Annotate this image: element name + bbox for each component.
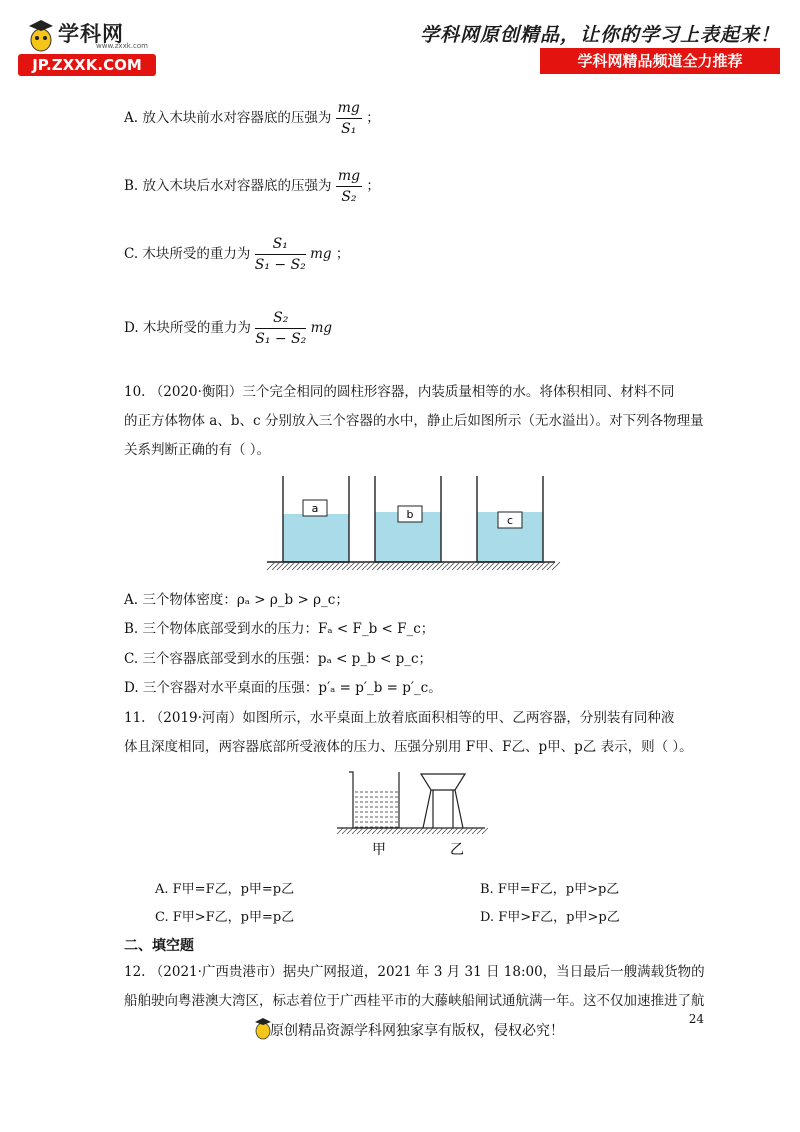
containers-figure — [265, 474, 565, 576]
question-line: 船舶驶向粤港澳大湾区，标志着位于广西桂平市的大藤峡船闸试通航满一年。这不仅加速推进了航 — [124, 993, 705, 1009]
fraction: $\frac{\text{S₂}}{\text{S₁ − S₂}}$ — [255, 310, 307, 347]
question-line: 12. （2021·广西贵港市）据央广网报道，2021 年 3 月 31 日 18:00，当日最后一艘满载货物的 — [124, 964, 705, 980]
logo-sub: www.zxxk.com — [96, 42, 148, 50]
q10-option-c: C. 三个容器底部受到水的压强：pₐ < p_b < p_c； — [124, 651, 433, 667]
question-line: 体且深度相同，两容器底部所受液体的压力、压强分别用 F甲、F乙、p甲、p乙 表示，则（ ）。 — [124, 739, 693, 755]
question-10 — [124, 378, 710, 465]
fraction: $\frac{mg}{\text{S₁}}$ — [337, 100, 360, 137]
logo-text: 学科网 — [58, 22, 124, 46]
svg-text:乙: 乙 — [450, 842, 464, 858]
option-label: B. 放入木块后水对容器底的压强为 — [124, 178, 332, 194]
q10-option-a: A. 三个物体密度：ρₐ > ρ_b > ρ_c； — [124, 592, 349, 608]
q10-option-b: B. 三个物体底部受到水的压力：Fₐ < F_b < F_c； — [124, 621, 435, 637]
two-containers-figure — [335, 770, 505, 860]
svg-text:甲: 甲 — [372, 842, 386, 858]
option-d: D. 木块所受的重力为 $\frac{\text{S₂}}{\text{S₁ − S₂}}$ mg — [124, 310, 333, 347]
q11-option-a: A. F甲=F乙，p甲=p乙 — [155, 882, 295, 897]
svg-text:b: b — [406, 508, 414, 521]
footer-copyright: 原创精品资源学科网独家享有版权，侵权必究！ — [270, 1023, 564, 1039]
option-label: A. 放入木块前水对容器底的压强为 — [124, 110, 332, 126]
svg-text:c: c — [506, 514, 514, 527]
option-a: A. 放入木块前水对容器底的压强为 $\frac{mg}{\text{S₁}}$ ； — [124, 100, 380, 137]
container-b — [375, 476, 441, 562]
option-label: C. 木块所受的重力为 — [124, 246, 251, 262]
question-line: 11. （2019·河南）如图所示，水平桌面上放着底面积相等的甲、乙两容器，分别装有同种液 — [124, 710, 675, 726]
option-label: D. 木块所受的重力为 — [124, 320, 251, 336]
container-jia — [349, 772, 399, 828]
logo-url[interactable]: JP.ZXXK.COM — [18, 54, 156, 76]
question-12 — [124, 958, 710, 1016]
question-11 — [124, 704, 710, 762]
container-yi — [421, 774, 465, 828]
q11-option-d: D. F甲>F乙，p甲>p乙 — [480, 910, 620, 925]
option-c: C. 木块所受的重力为 $\frac{\text{S₁}}{\text{S₁ − S₂}}$ mg ； — [124, 236, 350, 273]
header-banner: 学科网精品频道全力推荐 — [540, 48, 780, 74]
fraction: $\frac{mg}{\text{S₂}}$ — [337, 168, 361, 205]
question-line: 关系判断正确的有（ ）。 — [124, 442, 271, 458]
svg-text:a: a — [311, 502, 319, 515]
option-b: B. 放入木块后水对容器底的压强为 $\frac{mg}{\text{S₂}}$ ； — [124, 168, 380, 205]
fraction: $\frac{\text{S₁}}{\text{S₁ − S₂}}$ — [254, 236, 306, 273]
question-line: 的正方体物体 a、b、c 分别放入三个容器的水中，静止后如图所示（无水溢出）。对下列各物理量 — [124, 413, 704, 429]
logo — [18, 18, 158, 76]
container-a — [283, 476, 349, 562]
container-c — [477, 476, 543, 562]
mascot-icon — [26, 18, 56, 52]
page-number: 24 — [688, 1012, 704, 1026]
section-heading: 二、填空题 — [124, 938, 194, 954]
q11-option-c: C. F甲>F乙，p甲=p乙 — [155, 910, 295, 925]
question-line: 10. （2020·衡阳）三个完全相同的圆柱形容器，内装质量相等的水。将体积相同、材料不同 — [124, 384, 675, 400]
header-slogan: 学科网原创精品，让你的学习上表起来！ — [419, 24, 780, 46]
q11-option-b: B. F甲=F乙，p甲>p乙 — [480, 882, 620, 897]
q10-option-d: D. 三个容器对水平桌面的压强：p′ₐ = p′_b = p′_c。 — [124, 680, 442, 696]
